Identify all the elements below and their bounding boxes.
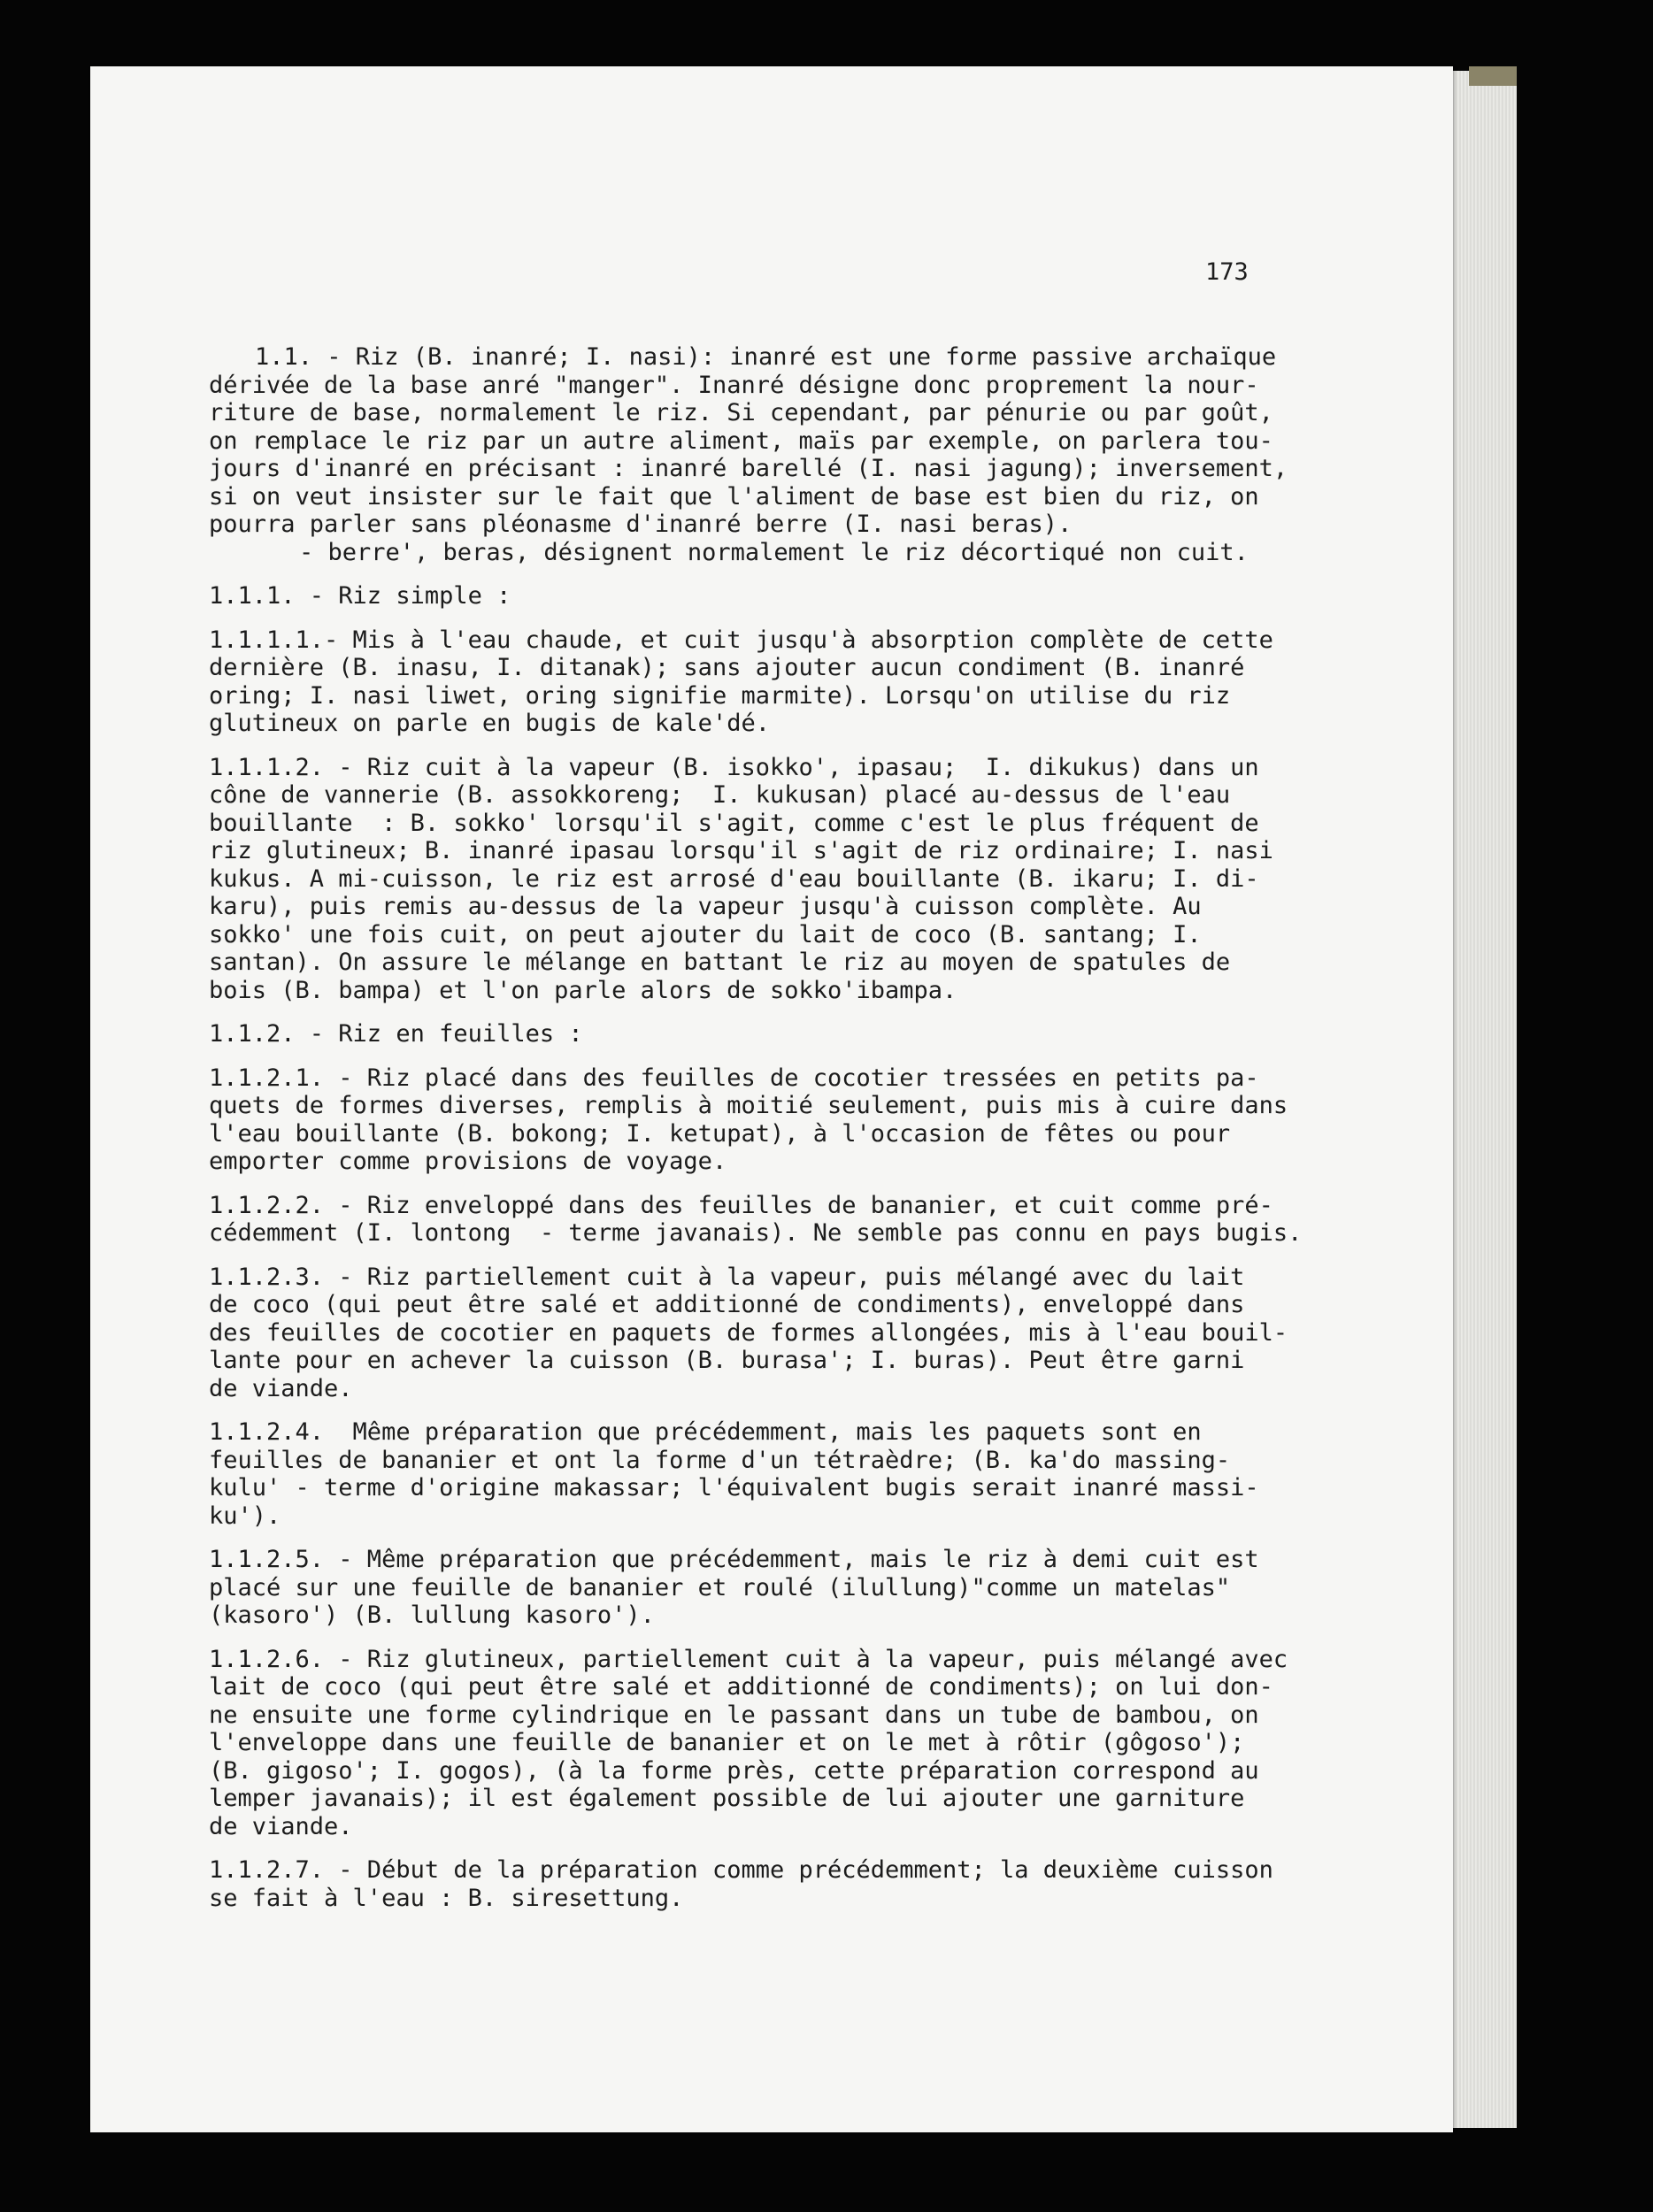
text-line: 1.1.2.6. - Riz glutineux, partiellement cuit à la vapeur, puis mélangé avec <box>209 1645 1288 1673</box>
text-line: jours d'inanré en précisant : inanré barellé (I. nasi jagung); inversement, <box>209 455 1288 482</box>
section-heading-1-1-1: 1.1.1. - Riz simple : <box>209 582 511 610</box>
text-line: de coco (qui peut être salé et additionné de condiments), enveloppé dans <box>209 1291 1245 1318</box>
text-line: 1.1.1.1.- Mis à l'eau chaude, et cuit jusqu'à absorption complète de cette <box>209 626 1273 654</box>
text-line: 1.1.2.7. - Début de la préparation comme précédemment; la deuxième cuisson <box>209 1856 1273 1884</box>
text-line: lait de coco (qui peut être salé et additionné de condiments); on lui don- <box>209 1673 1273 1701</box>
text-line: (kasoro') (B. lullung kasoro'). <box>209 1601 655 1629</box>
paragraph-1-1-1-1 <box>209 626 1306 738</box>
text-line: dernière (B. inasu, I. ditanak); sans ajouter aucun condiment (B. inanré <box>209 654 1245 681</box>
text-line: 1.1.1.2. - Riz cuit à la vapeur (B. isokko', ipasau; I. dikukus) dans un <box>209 753 1259 781</box>
text-line: dérivée de la base anré "manger". Inanré désigne donc proprement la nour- <box>209 371 1259 399</box>
text-line: kukus. A mi-cuisson, le riz est arrosé d'eau bouillante (B. ikaru; I. di- <box>209 864 1259 893</box>
text-line: riz glutineux; B. inanré ipasau lorsqu'il s'agit de riz ordinaire; I. nasi <box>209 837 1273 864</box>
text-line: santan). On assure le mélange en battant le riz au moyen de spatules de <box>209 949 1231 976</box>
text-line: des feuilles de cocotier en paquets de formes allongées, mis à l'eau bouil- <box>209 1318 1288 1347</box>
text-line: quets de formes diverses, remplis à moitié seulement, puis mis à cuire dans <box>209 1092 1288 1119</box>
text-line: emporter comme provisions de voyage. <box>209 1148 727 1175</box>
text-line: se fait à l'eau : B. siresettung. <box>209 1884 684 1912</box>
text-line: karu), puis remis au-dessus de la vapeur jusqu'à cuisson complète. Au <box>209 893 1202 920</box>
text-line: ku'). <box>209 1502 281 1530</box>
text-line: l'eau bouillante (B. bokong; I. ketupat), à l'occasion de fêtes ou pour <box>209 1119 1231 1148</box>
text-line: riture de base, normalement le riz. Si cependant, par pénurie ou par goût, <box>209 399 1273 426</box>
section-1-1-2 <box>209 1020 1306 1048</box>
text-line: bois (B. bampa) et l'on parle alors de sokko'ibampa. <box>209 976 957 1004</box>
text-line: 1.1.2.4. Même préparation que précédemment, mais les paquets sont en <box>209 1418 1202 1446</box>
paragraph-1-1-2-6 <box>209 1646 1306 1841</box>
text-line: lemper javanais); il est également possible de lui ajouter une garniture <box>209 1785 1245 1812</box>
text-line: 1.1.2.3. - Riz partiellement cuit à la vapeur, puis mélangé avec du lait <box>209 1263 1245 1291</box>
paragraph-1-1-1-2 <box>209 754 1306 1005</box>
text-line: cône de vannerie (B. assokkoreng; I. kukusan) placé au-dessus de l'eau <box>209 781 1231 809</box>
text-line: oring; I. nasi liwet, oring signifie marmite). Lorsqu'on utilise du riz <box>209 681 1231 710</box>
paragraph-1-1-2-4 <box>209 1418 1306 1530</box>
text-line: cédemment (I. lontong - terme javanais). Ne semble pas connu en pays bugis. <box>209 1219 1303 1247</box>
page-number: 173 <box>1205 258 1249 286</box>
book-spine-top <box>1469 66 1517 86</box>
section-heading-1-1: 1.1. - Riz (B. inanré; I. nasi): inanré est une forme passive archaïque <box>255 343 1277 371</box>
text-line: kulu' - terme d'origine makassar; l'équivalent bugis serait inanré massi- <box>209 1474 1259 1502</box>
text-line: de viande. <box>209 1812 353 1840</box>
text-line: 1.1.2.1. - Riz placé dans des feuilles de cocotier tressées en petits pa- <box>209 1064 1259 1092</box>
paragraph-1-1-2-2 <box>209 1192 1306 1248</box>
section-1-1 <box>209 343 1306 566</box>
text-line: bouillante : B. sokko' lorsqu'il s'agit, comme c'est le plus fréquent de <box>209 809 1259 837</box>
text-line: on remplace le riz par un autre aliment, maïs par exemple, on parlera tou- <box>209 426 1273 455</box>
text-line: - berre', beras, désignent normalement le riz décortiqué non cuit. <box>299 538 1249 566</box>
text-line: si on veut insister sur le fait que l'aliment de base est bien du riz, on <box>209 482 1259 511</box>
page-edge-stack <box>1448 71 1517 2128</box>
text-line: lante pour en achever la cuisson (B. burasa'; I. buras). Peut être garni <box>209 1347 1245 1374</box>
text-line: ne ensuite une forme cylindrique en le passant dans un tube de bambou, on <box>209 1701 1259 1729</box>
text-line: 1.1.2.5. - Même préparation que précédemment, mais le riz à demi cuit est <box>209 1546 1259 1573</box>
section-1-1-1 <box>209 582 1306 611</box>
paragraph-1-1-2-1 <box>209 1064 1306 1176</box>
text-line: (B. gigoso'; I. gogos), (à la forme près, cette préparation correspond au <box>209 1756 1259 1785</box>
section-heading-1-1-2: 1.1.2. - Riz en feuilles : <box>209 1020 583 1048</box>
page-body <box>209 343 1306 1928</box>
text-line: l'enveloppe dans une feuille de bananier et on le met à rôtir (gôgoso'); <box>209 1729 1245 1756</box>
paragraph-1-1-2-7 <box>209 1856 1306 1912</box>
text-line: glutineux on parle en bugis de kale'dé. <box>209 710 770 737</box>
paragraph-1-1-2-3 <box>209 1263 1306 1403</box>
text-line: pourra parler sans pléonasme d'inanré berre (I. nasi beras). <box>209 511 1073 538</box>
text-line: feuilles de bananier et ont la forme d'un tétraèdre; (B. ka'do massing- <box>209 1446 1231 1474</box>
text-line: 1.1.2.2. - Riz enveloppé dans des feuilles de bananier, et cuit comme pré- <box>209 1191 1273 1219</box>
paragraph-1-1-2-5 <box>209 1546 1306 1630</box>
text-line: placé sur une feuille de bananier et roulé (ilullung)"comme un matelas" <box>209 1573 1231 1601</box>
text-line: de viande. <box>209 1374 353 1402</box>
text-line: sokko' une fois cuit, on peut ajouter du lait de coco (B. santang; I. <box>209 920 1202 949</box>
